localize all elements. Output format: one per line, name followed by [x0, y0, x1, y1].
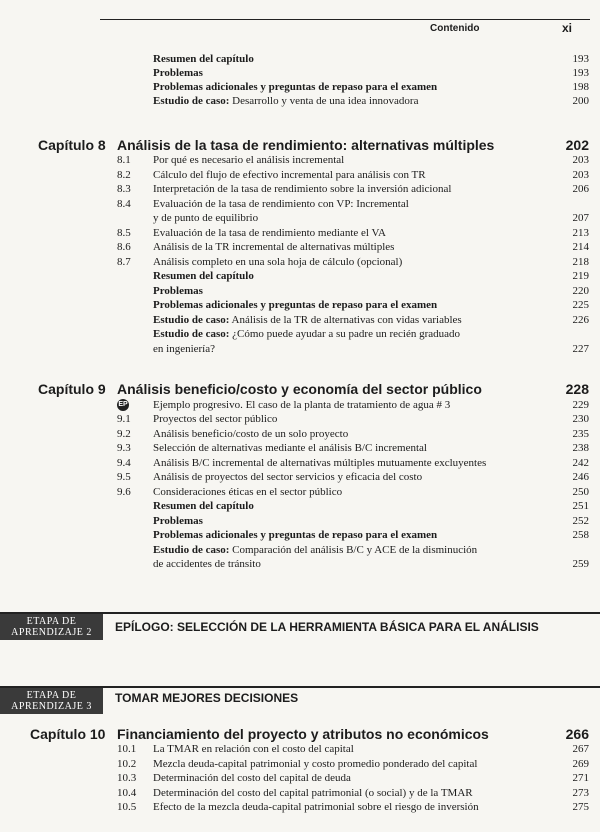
section-number: 10.2 — [117, 757, 137, 770]
section-number: 10.1 — [117, 743, 137, 755]
toc-entry — [117, 269, 590, 283]
section-title: Por qué es necesario el análisis incremental — [153, 154, 345, 166]
section-page: 273 — [572, 786, 589, 799]
chapter-label: Capítulo 9 — [38, 381, 106, 397]
toc-section — [117, 742, 590, 756]
page-number: xi — [562, 21, 573, 35]
section-page: 238 — [572, 442, 589, 454]
toc-section — [117, 412, 590, 426]
section-number: 8.4 — [117, 197, 131, 210]
section-title: Determinación del costo del capital patrimonial (o social) y de la TMAR — [153, 786, 473, 799]
section-page: 203 — [572, 154, 589, 166]
chapter-title: Análisis de la tasa de rendimiento: alternativas múltiples — [117, 137, 495, 153]
section-number: 9.6 — [117, 485, 131, 498]
section-number: 10.4 — [117, 786, 137, 799]
section-title: Análisis beneficio/costo de un solo proyecto — [153, 427, 349, 440]
section-number: 8.1 — [117, 154, 131, 166]
section-page: 203 — [572, 168, 589, 181]
section-title: Evaluación de la tasa de rendimiento mediante el VA — [153, 226, 386, 239]
section-title: Problemas adicionales y preguntas de repaso para el examen — [153, 529, 438, 541]
section-title: Análisis de proyectos del sector servicios y eficacia del costo — [153, 471, 423, 483]
section-number: 10.5 — [117, 801, 137, 813]
section-title: Análisis de la TR incremental de alternativas múltiples — [153, 241, 395, 253]
section-title: Consideraciones éticas en el sector público — [153, 485, 343, 498]
section-page: 225 — [572, 299, 589, 311]
toc-case-study — [117, 557, 590, 571]
section-page: 219 — [572, 270, 589, 282]
section-page: 269 — [572, 757, 589, 770]
toc-section — [117, 182, 590, 196]
toc-section — [117, 197, 590, 211]
running-header: Contenido — [430, 23, 480, 34]
stage-band: ETAPA DE APRENDIZAJE 3 — [0, 688, 103, 714]
section-title: Mezcla deuda-capital patrimonial y costo promedio ponderado del capital — [153, 757, 478, 770]
section-page: 250 — [572, 485, 589, 498]
section-title: Problemas adicionales y preguntas de repaso para el examen — [153, 299, 438, 311]
toc-entry: Resumen del capítulo 193 — [153, 53, 589, 65]
section-page: 220 — [572, 284, 589, 297]
section-page: 230 — [572, 413, 589, 425]
toc-section — [117, 168, 590, 182]
section-title: La TMAR en relación con el costo del capital — [153, 743, 354, 755]
section-title: Estudio de caso: Comparación del análisis B/C y ACE de la disminución — [153, 543, 478, 556]
section-page: 227 — [572, 342, 589, 355]
section-title: Interpretación de la tasa de rendimiento sobre la inversión adicional — [153, 183, 452, 195]
stage-title: TOMAR MEJORES DECISIONES — [115, 691, 299, 705]
toc-section — [117, 485, 590, 499]
section-page: 214 — [572, 241, 589, 253]
toc-entry: Problemas adicionales y preguntas de repaso para el examen 198 — [153, 81, 589, 93]
toc-entry: Ejemplo progresivo. El caso de la planta de tratamiento de agua # 3 229 — [153, 399, 589, 411]
toc-entry — [117, 298, 590, 312]
toc-section — [117, 800, 590, 814]
toc-entry — [117, 499, 590, 513]
toc-entry — [117, 514, 590, 528]
section-title: Estudio de caso: ¿Cómo puede ayudar a su padre un recién graduado — [153, 328, 461, 340]
section-page: 258 — [572, 529, 589, 541]
section-page: 226 — [572, 313, 589, 326]
section-number: 8.3 — [117, 183, 131, 195]
toc-section — [117, 456, 590, 470]
section-page: 207 — [572, 212, 589, 224]
section-page: 259 — [572, 558, 589, 570]
toc-section — [117, 441, 590, 455]
section-title: Problemas — [153, 284, 203, 297]
toc-case-study — [117, 313, 590, 327]
section-title: Efecto de la mezcla deuda-capital patrimonial sobre el riesgo de inversión — [153, 801, 479, 813]
section-title: Análisis B/C incremental de alternativas múltiples mutuamente excluyentes — [153, 456, 487, 469]
section-title: Resumen del capítulo — [153, 500, 254, 512]
section-title: Cálculo del flujo de efectivo incremental para análisis con TR — [153, 168, 426, 181]
toc-entry — [117, 528, 590, 542]
section-page: 218 — [572, 255, 589, 268]
toc-section — [117, 240, 590, 254]
section-number: 9.1 — [117, 413, 131, 425]
chapter-page: 266 — [565, 726, 589, 742]
section-title: Análisis completo en una sola hoja de cálculo (opcional) — [153, 255, 403, 268]
toc-case-study — [117, 342, 590, 356]
section-number: 8.5 — [117, 226, 131, 239]
chapter-page: 202 — [565, 137, 589, 153]
section-page: 246 — [572, 471, 589, 483]
section-number: 9.3 — [117, 442, 131, 454]
section-page: 235 — [572, 427, 589, 440]
section-number: 9.2 — [117, 427, 131, 440]
chapter-label: Capítulo 10 — [30, 726, 106, 742]
section-title: Resumen del capítulo — [153, 270, 254, 282]
toc-section — [117, 757, 590, 771]
section-number: 10.3 — [117, 772, 137, 784]
section-page: 267 — [572, 743, 589, 755]
toc-entry: Problemas 193 — [153, 67, 589, 79]
section-title: y de punto de equilibrio — [153, 212, 259, 224]
section-title: Determinación del costo del capital de deuda — [153, 772, 351, 784]
section-title: Proyectos del sector público — [153, 413, 278, 425]
section-page: 213 — [572, 226, 589, 239]
section-number: 9.4 — [117, 456, 131, 469]
section-number: 8.7 — [117, 255, 131, 268]
section-number: 8.2 — [117, 168, 131, 181]
section-title: de accidentes de tránsito — [153, 558, 261, 570]
toc-entry — [117, 284, 590, 298]
section-number: 9.5 — [117, 471, 131, 483]
section-title: Selección de alternativas mediante el análisis B/C incremental — [153, 442, 427, 454]
chapter-label: Capítulo 8 — [38, 137, 106, 153]
toc-section — [117, 786, 590, 800]
progressive-example-icon: EP — [117, 399, 129, 411]
header-rule — [100, 19, 590, 20]
toc-section — [117, 771, 590, 785]
toc-case-study — [117, 327, 590, 341]
chapter-title: Financiamiento del proyecto y atributos no económicos — [117, 726, 489, 742]
section-number: 8.6 — [117, 241, 131, 253]
section-title: Problemas — [153, 514, 203, 527]
toc-case-study: Estudio de caso: Desarrollo y venta de una idea innovadora 200 — [153, 95, 589, 107]
section-page: 242 — [572, 456, 589, 469]
toc-section — [117, 427, 590, 441]
toc-case-study — [117, 543, 590, 557]
chapter-page: 228 — [565, 381, 589, 397]
chapter-title: Análisis beneficio/costo y economía del sector público — [117, 381, 482, 397]
toc-section — [117, 226, 590, 240]
toc-section — [117, 153, 590, 167]
section-page: 271 — [572, 772, 589, 784]
section-page: 251 — [572, 500, 589, 512]
section-title: Evaluación de la tasa de rendimiento con VP: Incremental — [153, 197, 409, 210]
section-title: Estudio de caso: Análisis de la TR de alternativas con vidas variables — [153, 313, 462, 326]
section-page: 275 — [572, 801, 589, 813]
section-title: en ingeniería? — [153, 342, 215, 355]
section-page: 206 — [572, 183, 589, 195]
stage-band: ETAPA DE APRENDIZAJE 2 — [0, 614, 103, 640]
stage-title: EPÍLOGO: SELECCIÓN DE LA HERRAMIENTA BÁSICA PARA EL ANÁLISIS — [115, 620, 539, 634]
toc-section — [117, 470, 590, 484]
toc-section — [117, 211, 590, 225]
section-page: 252 — [572, 514, 589, 527]
toc-section — [117, 255, 590, 269]
